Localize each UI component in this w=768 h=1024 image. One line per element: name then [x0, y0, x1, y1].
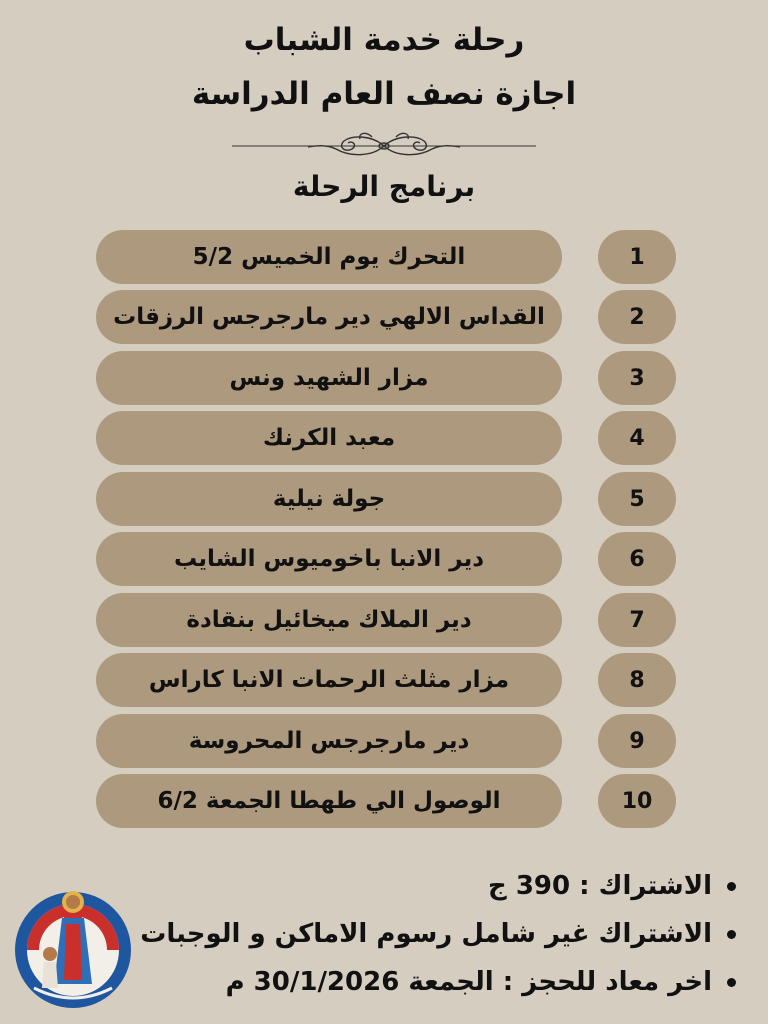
- program-item-text: مزار مثلث الرحمات الانبا كاراس: [96, 653, 562, 707]
- program-item-number: 2: [598, 290, 676, 344]
- program-item: [0, 472, 768, 526]
- program-item: [0, 774, 768, 828]
- program-item-number: 6: [598, 532, 676, 586]
- note-item: اخر معاد للحجز : الجمعة 30/1/2026 م: [140, 958, 740, 1006]
- program-item: [0, 230, 768, 284]
- program-item-number: 3: [598, 351, 676, 405]
- program-item-number: 4: [598, 411, 676, 465]
- program-item: [0, 411, 768, 465]
- program-item: [0, 714, 768, 768]
- program-item-number: 9: [598, 714, 676, 768]
- program-item-number: 5: [598, 472, 676, 526]
- program-item-text: دير الملاك ميخائيل بنقادة: [96, 593, 562, 647]
- program-item: [0, 653, 768, 707]
- flourish-divider-icon: [232, 127, 536, 163]
- program-item-text: التحرك يوم الخميس 5/2: [96, 230, 562, 284]
- notes-list: [140, 862, 740, 1006]
- program-item-number: 7: [598, 593, 676, 647]
- program-item: [0, 532, 768, 586]
- program-item-text: القداس الالهي دير مارجرجس الرزقات: [96, 290, 562, 344]
- program-item-text: الوصول الي طهطا الجمعة 6/2: [96, 774, 562, 828]
- page-subtitle-line: اجازة نصف العام الدراسة: [191, 76, 577, 112]
- program-item: [0, 593, 768, 647]
- program-item: [0, 351, 768, 405]
- program-item: [0, 290, 768, 344]
- note-item: الاشتراك غير شامل رسوم الاماكن و الوجبات: [140, 910, 740, 958]
- program-item-text: معبد الكرنك: [96, 411, 562, 465]
- note-item: الاشتراك : 390 ج: [140, 862, 740, 910]
- program-item-text: دير الانبا باخوميوس الشايب: [96, 532, 562, 586]
- youth-service-logo-icon: [12, 884, 134, 1012]
- program-item-number: 8: [598, 653, 676, 707]
- program-item-text: جولة نيلية: [96, 472, 562, 526]
- program-item-text: دير مارجرجس المحروسة: [96, 714, 562, 768]
- program-item-text: مزار الشهيد ونس: [96, 351, 562, 405]
- page-title: رحلة خدمة الشباب: [243, 22, 525, 58]
- program-item-number: 10: [598, 774, 676, 828]
- program-item-number: 1: [598, 230, 676, 284]
- program-heading: برنامج الرحلة: [292, 170, 476, 203]
